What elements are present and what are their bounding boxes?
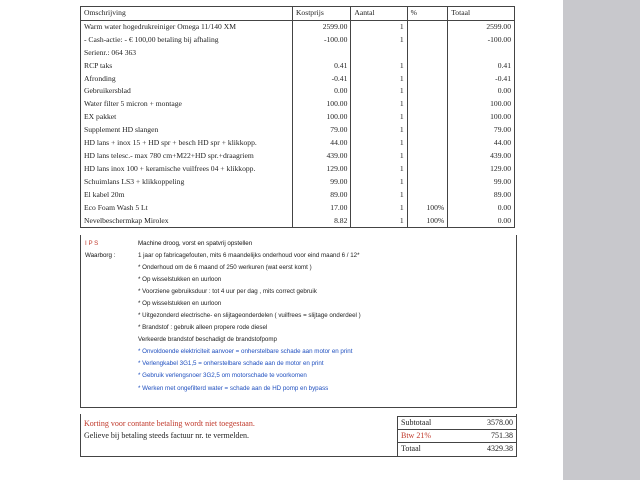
- item-quantity: 1: [351, 189, 407, 202]
- item-discount-percent: [407, 73, 448, 86]
- item-price: 17.00: [292, 202, 350, 215]
- item-quantity: 1: [351, 111, 407, 124]
- item-discount-percent: 100%: [407, 215, 448, 228]
- item-quantity: 1: [351, 98, 407, 111]
- item-description: Nevelbeschermkap Mirolex: [81, 215, 293, 228]
- item-price: 0.00: [292, 85, 350, 98]
- warranty-line: Verkeerde brandstof beschadigt de brandstofpomp: [138, 336, 277, 343]
- vat-row: [397, 429, 517, 443]
- item-discount-percent: [407, 60, 448, 73]
- item-total: 99.00: [448, 176, 515, 189]
- item-price: 0.41: [292, 60, 350, 73]
- item-discount-percent: [407, 20, 448, 33]
- item-quantity: 1: [351, 34, 407, 47]
- item-description: HD lans inox 100 + keramische vuilfrees 04 + klikkopp.: [81, 163, 293, 176]
- vat-label: Btw 21%: [401, 431, 431, 440]
- no-cash-discount-note: Korting voor contante betaling wordt niet toegestaan.: [84, 419, 255, 428]
- warning-line: * Verlengkabel 3G1,5 = onherstelbare schade aan de motor en print: [138, 360, 324, 367]
- subtotal-label: Subtotaal: [401, 418, 432, 427]
- item-price: [292, 47, 350, 60]
- item-total: 79.00: [448, 124, 515, 137]
- item-discount-percent: [407, 124, 448, 137]
- table-row: [81, 85, 515, 98]
- item-discount-percent: [407, 98, 448, 111]
- item-description: Schuimlans LS3 + klikkoppeling: [81, 176, 293, 189]
- table-row: [81, 189, 515, 202]
- item-discount-percent: [407, 137, 448, 150]
- warranty-line: 1 jaar op fabricagefouten, mits 6 maandelijks onderhoud voor eind maand 6 / 12*: [138, 252, 360, 259]
- notes-section: [80, 235, 517, 408]
- item-description: El kabel 20m: [81, 189, 293, 202]
- item-description: Supplement HD slangen: [81, 124, 293, 137]
- item-total: 129.00: [448, 163, 515, 176]
- item-description: Gebruikersblad: [81, 85, 293, 98]
- item-total: 2599.00: [448, 20, 515, 33]
- item-price: 439.00: [292, 150, 350, 163]
- item-quantity: 1: [351, 215, 407, 228]
- item-description: EX pakket: [81, 111, 293, 124]
- item-description: HD lans + inox 15 + HD spr + besch HD spr + klikkopp.: [81, 137, 293, 150]
- item-discount-percent: [407, 47, 448, 60]
- warranty-label: Waarborg :: [85, 252, 116, 259]
- warranty-line: * Voorziene gebruiksduur : tot 4 uur per dag , mits correct gebruik: [138, 288, 317, 295]
- warranty-line: * Op wisselstukken en uurloon: [138, 276, 222, 283]
- item-discount-percent: [407, 85, 448, 98]
- table-row: [81, 47, 515, 60]
- total-label: Totaal: [401, 444, 421, 453]
- table-row: [81, 20, 515, 33]
- item-discount-percent: [407, 150, 448, 163]
- item-total: 89.00: [448, 189, 515, 202]
- table-row: [81, 150, 515, 163]
- table-row: [81, 111, 515, 124]
- subtotal-value: 3578.00: [487, 418, 513, 427]
- header-description: Omschrijving: [81, 7, 293, 21]
- item-price: 44.00: [292, 137, 350, 150]
- item-quantity: 1: [351, 73, 407, 86]
- ips-label: I P S: [85, 240, 99, 247]
- item-price: -100.00: [292, 34, 350, 47]
- item-discount-percent: [407, 189, 448, 202]
- item-price: -0.41: [292, 73, 350, 86]
- item-total: -0.41: [448, 73, 515, 86]
- item-description: Serienr.: 064 363: [81, 47, 293, 60]
- item-total: 0.00: [448, 202, 515, 215]
- total-row: [397, 442, 517, 456]
- background-strip: [563, 0, 640, 480]
- item-quantity: 1: [351, 150, 407, 163]
- item-price: 2599.00: [292, 20, 350, 33]
- invoice-reference-note: Gelieve bij betaling steeds factuur nr. te vermelden.: [84, 431, 250, 440]
- item-quantity: 1: [351, 124, 407, 137]
- table-row: [81, 137, 515, 150]
- item-price: 129.00: [292, 163, 350, 176]
- item-quantity: 1: [351, 20, 407, 33]
- table-row: [81, 163, 515, 176]
- table-row: [81, 202, 515, 215]
- header-quantity: Aantal: [351, 7, 407, 21]
- table-row: [81, 176, 515, 189]
- item-description: Water filter 5 micron + montage: [81, 98, 293, 111]
- item-description: RCP taks: [81, 60, 293, 73]
- item-discount-percent: [407, 163, 448, 176]
- table-row: [81, 34, 515, 47]
- item-quantity: 1: [351, 163, 407, 176]
- item-total: 44.00: [448, 137, 515, 150]
- header-price: Kostprijs: [292, 7, 350, 21]
- table-row: [81, 73, 515, 86]
- warranty-line: * Op wisselstukken en uurloon: [138, 300, 222, 307]
- table-row: [81, 60, 515, 73]
- table-row: [81, 124, 515, 137]
- item-total: 0.00: [448, 85, 515, 98]
- item-discount-percent: 100%: [407, 202, 448, 215]
- item-quantity: 1: [351, 137, 407, 150]
- item-discount-percent: [407, 34, 448, 47]
- warning-line: * Gebruik verlengsnoer 3G2,5 om motorschade te voorkomen: [138, 372, 307, 379]
- item-price: 100.00: [292, 98, 350, 111]
- item-price: 8.82: [292, 215, 350, 228]
- warning-line: * Onvoldoende elektriciteit aanvoer = onherstelbare schade aan motor en print: [138, 348, 353, 355]
- ips-instruction: Machine droog, vorst en spatvrij opstellen: [138, 240, 253, 247]
- header-percent: %: [407, 7, 448, 21]
- total-value: 4329.38: [487, 444, 513, 453]
- item-total: [448, 47, 515, 60]
- item-total: 100.00: [448, 111, 515, 124]
- item-price: 100.00: [292, 111, 350, 124]
- item-discount-percent: [407, 111, 448, 124]
- invoice-footer: [80, 414, 517, 457]
- item-price: 89.00: [292, 189, 350, 202]
- vat-value: 751.38: [491, 431, 513, 440]
- item-price: 99.00: [292, 176, 350, 189]
- warranty-line: * Onderhoud om de 6 maand of 250 werkuren (wat eerst komt ): [138, 264, 312, 271]
- item-total: -100.00: [448, 34, 515, 47]
- table-header-row: [81, 7, 515, 21]
- warning-line: * Werken met ongefilterd water = schade aan de HD pomp en bypass: [138, 385, 329, 392]
- invoice-items-table: [80, 6, 515, 228]
- item-total: 0.00: [448, 215, 515, 228]
- item-total: 0.41: [448, 60, 515, 73]
- item-discount-percent: [407, 176, 448, 189]
- item-quantity: 1: [351, 85, 407, 98]
- item-quantity: 1: [351, 202, 407, 215]
- warranty-line: * Uitgezonderd electrische- en slijtageonderdelen ( vuilfrees = slijtage onderdeel ): [138, 312, 361, 319]
- table-row: [81, 215, 515, 228]
- subtotal-row: [397, 416, 517, 430]
- item-description: Warm water hogedrukreiniger Omega 11/140 XM: [81, 20, 293, 33]
- cut-off-header-line: [80, 0, 515, 4]
- item-total: 439.00: [448, 150, 515, 163]
- item-quantity: 1: [351, 60, 407, 73]
- header-total: Totaal: [448, 7, 515, 21]
- table-row: [81, 98, 515, 111]
- item-description: - Cash-actie: - € 100,00 betaling bij afhaling: [81, 34, 293, 47]
- item-price: 79.00: [292, 124, 350, 137]
- warranty-line: * Brandstof : gebruik alleen propere rode diesel: [138, 324, 268, 331]
- item-quantity: 1: [351, 176, 407, 189]
- item-description: HD lans telesc.- max 780 cm+M22+HD spr.+draagriem: [81, 150, 293, 163]
- item-description: Eco Foam Wash 5 Lt: [81, 202, 293, 215]
- item-description: Afronding: [81, 73, 293, 86]
- item-quantity: [351, 47, 407, 60]
- item-total: 100.00: [448, 98, 515, 111]
